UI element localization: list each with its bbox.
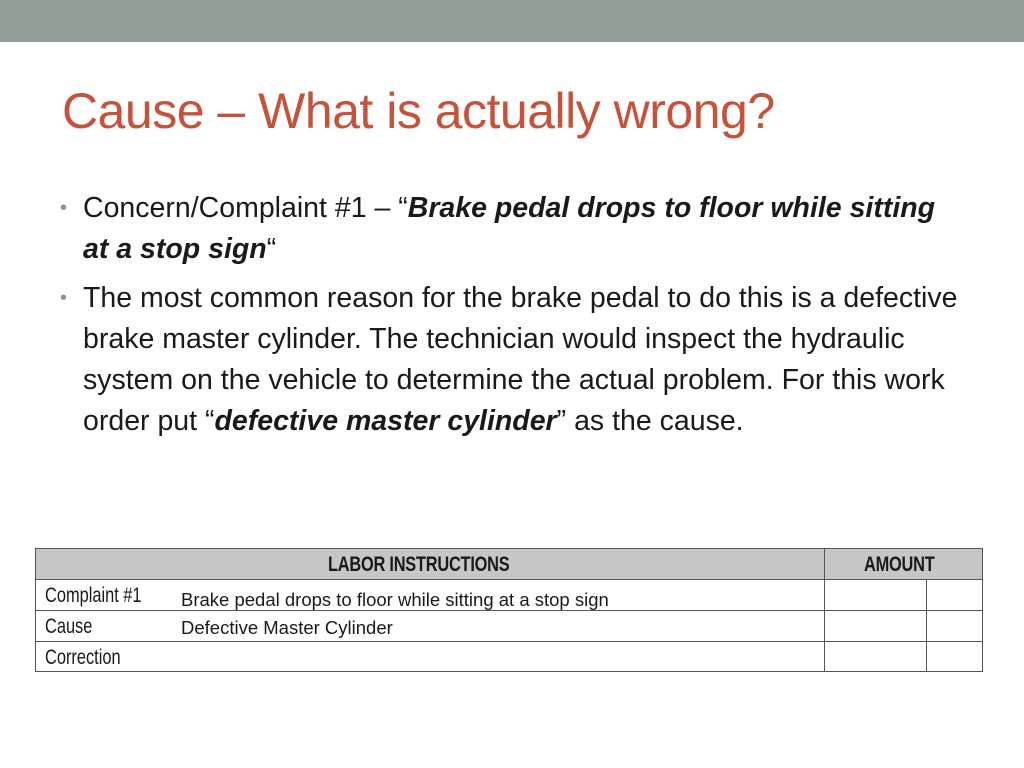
- bullet-dot-icon: •: [60, 287, 68, 309]
- slide-title: Cause – What is actually wrong?: [62, 83, 775, 139]
- bullet-complaint-prefix: Concern/Complaint #1 – “: [83, 192, 408, 224]
- bullet-cause: [60, 278, 960, 442]
- bullet-cause-emphasis: defective master cylinder: [214, 405, 557, 437]
- bullet-complaint: [60, 188, 960, 270]
- header-labor-instructions: LABOR INSTRUCTIONS: [328, 553, 510, 576]
- row-value-complaint[interactable]: Brake pedal drops to floor while sitting at a stop sign: [181, 589, 609, 610]
- row-label-correction: Correction: [45, 646, 121, 669]
- row-label-cause: Cause: [45, 615, 93, 638]
- row-value-cause[interactable]: Defective Master Cylinder: [181, 617, 393, 638]
- labor-instructions-table: [35, 547, 983, 672]
- bullet-complaint-suffix: “: [266, 233, 277, 265]
- bullet-dot-icon: •: [60, 197, 68, 219]
- row-label-complaint: Complaint #1: [45, 584, 142, 607]
- bullet-list: [60, 188, 960, 450]
- bullet-cause-prefix: The most common reason for the brake pedal to do this is a defective brake master cylinder. The technician would inspect the hydraulic system on the vehicle to determine the actual problem. For this work order put “: [83, 282, 958, 437]
- bullet-complaint-emphasis: Brake pedal drops to floor while sitting at a stop sign: [83, 192, 936, 265]
- header-amount: AMOUNT: [864, 553, 935, 576]
- top-accent-bar: [0, 0, 1024, 42]
- bullet-cause-suffix: ” as the cause.: [556, 405, 744, 437]
